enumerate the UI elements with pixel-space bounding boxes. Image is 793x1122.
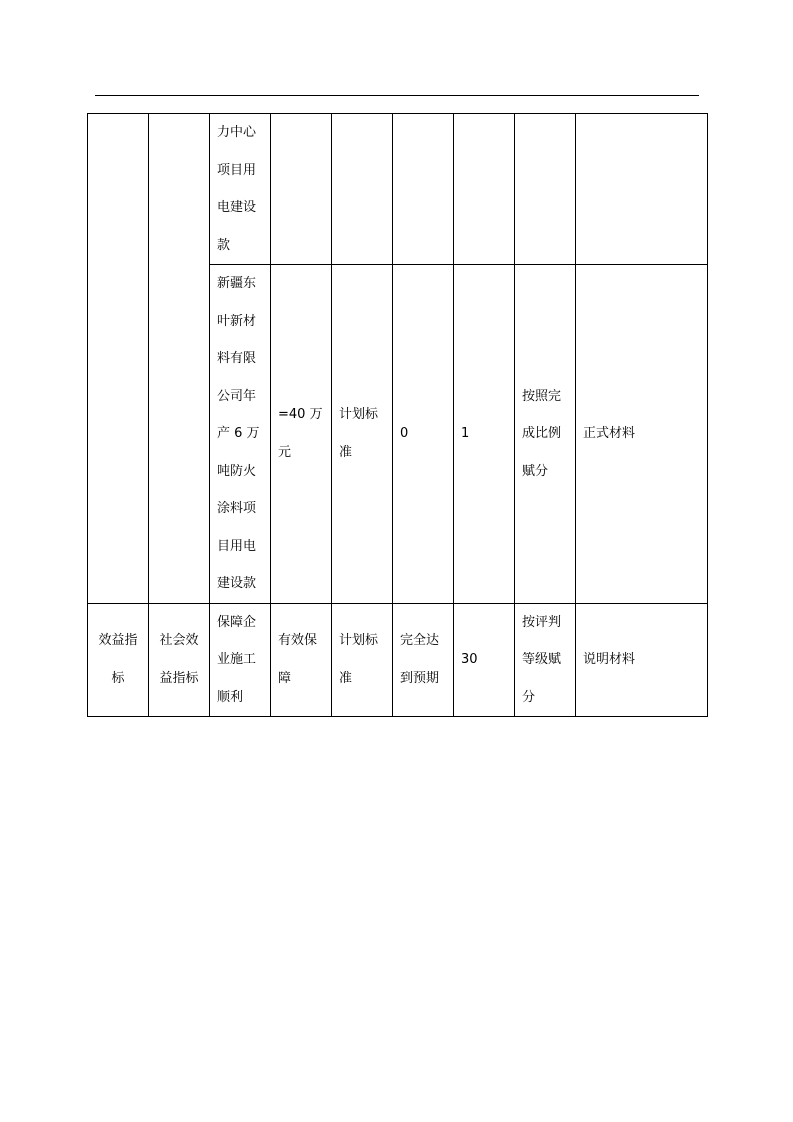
sub-indicator-cell xyxy=(149,114,210,604)
target-cell: 有效保 障 xyxy=(271,603,332,717)
score-cell: 30 xyxy=(454,603,515,717)
basis-cell: 计划标 准 xyxy=(332,265,393,604)
evidence-material-cell: 正式材料 xyxy=(576,265,708,604)
score-cell: 1 xyxy=(454,265,515,604)
item-cell: 力中心 项目用 电建设 款 xyxy=(210,114,271,265)
sub-indicator-cell: 社会效 益指标 xyxy=(149,603,210,717)
prior-value-cell: 完全达 到预期 xyxy=(393,603,454,717)
prior-value-cell: 0 xyxy=(393,265,454,604)
target-cell: =40 万 元 xyxy=(271,265,332,604)
item-cell: 新疆东 叶新材 料有限 公司年 产 6 万 吨防火 涂料项 目用电 建设款 xyxy=(210,265,271,604)
header-rule xyxy=(95,95,699,96)
evidence-material-cell xyxy=(576,114,708,265)
basis-cell: 计划标 准 xyxy=(332,603,393,717)
evidence-material-cell: 说明材料 xyxy=(576,603,708,717)
scoring-method-cell xyxy=(515,114,576,265)
item-cell: 保障企 业施工 顺利 xyxy=(210,603,271,717)
scoring-method-cell: 按照完 成比例 赋分 xyxy=(515,265,576,604)
scoring-method-cell: 按评判 等级赋 分 xyxy=(515,603,576,717)
performance-indicator-table xyxy=(87,113,708,717)
prior-value-cell xyxy=(393,114,454,265)
indicator-cell: 效益指 标 xyxy=(88,603,149,717)
indicator-cell xyxy=(88,114,149,604)
target-cell xyxy=(271,114,332,265)
table-row xyxy=(88,603,708,717)
score-cell xyxy=(454,114,515,265)
basis-cell xyxy=(332,114,393,265)
table-row xyxy=(88,114,708,265)
